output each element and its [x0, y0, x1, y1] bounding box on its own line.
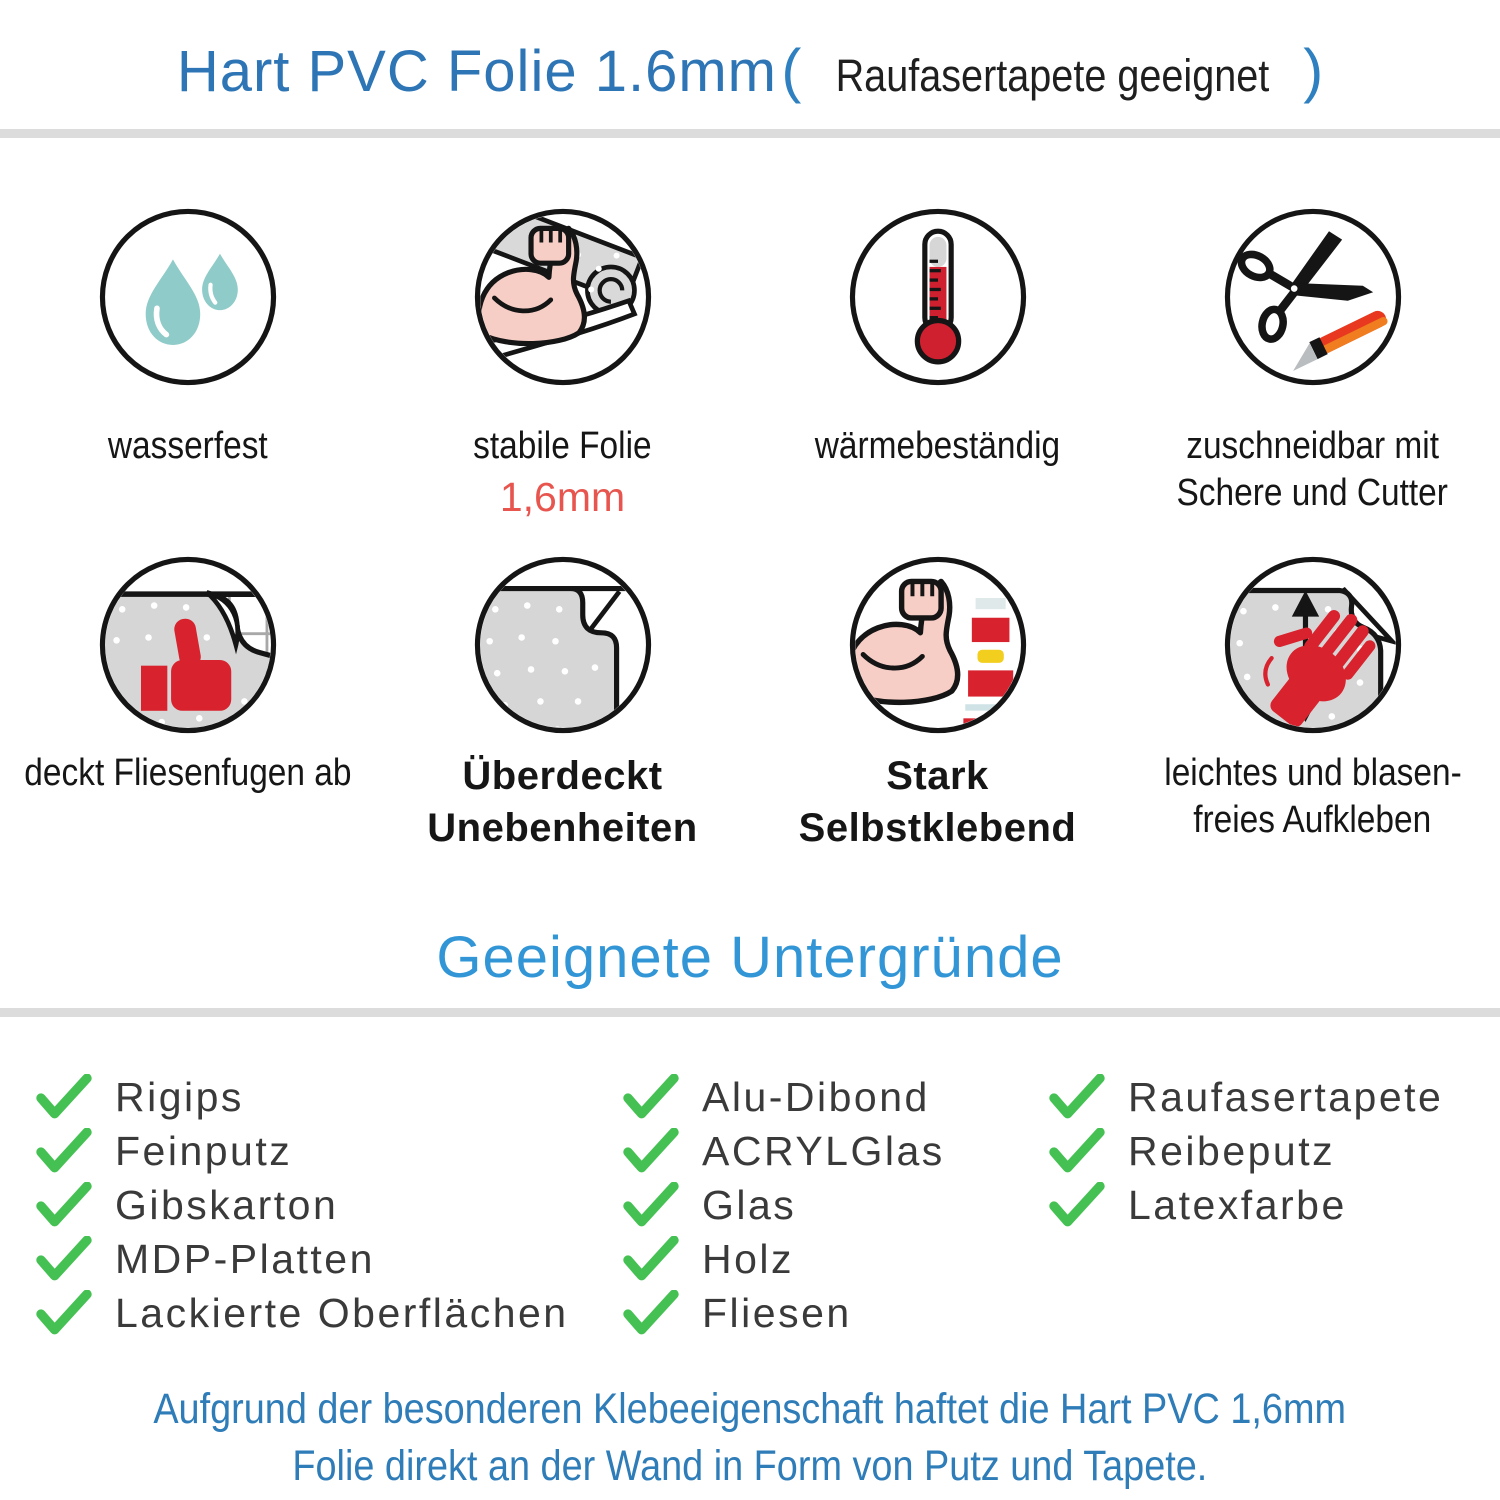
- feature-label: zuschneidbar mit: [1186, 425, 1439, 467]
- list-item: [35, 1232, 569, 1286]
- flex-arm-glue-tube-icon: [844, 551, 1032, 739]
- feature-label: wasserfest: [107, 425, 268, 467]
- check-icon: [622, 1074, 680, 1120]
- scissors-cutter-icon: [1219, 203, 1407, 391]
- water-drops-icon: [94, 203, 282, 391]
- list-item: [35, 1070, 569, 1124]
- list-item: [1048, 1124, 1443, 1178]
- surface-label: Raufasertapete: [1128, 1073, 1444, 1120]
- surface-column-3: [1048, 1070, 1443, 1232]
- feature-self-adhesive: [750, 551, 1125, 854]
- surface-label: Gibskarton: [115, 1181, 339, 1228]
- check-icon: [35, 1236, 93, 1282]
- check-icon: [1048, 1182, 1106, 1228]
- check-icon: [622, 1290, 680, 1336]
- surface-label: ACRYLGlas: [702, 1127, 945, 1174]
- list-item: [622, 1070, 945, 1124]
- list-item: [622, 1286, 945, 1340]
- list-item: [1048, 1070, 1443, 1124]
- surface-label: Feinputz: [115, 1127, 293, 1174]
- check-icon: [35, 1290, 93, 1336]
- thermometer-icon: [844, 203, 1032, 391]
- list-item: [622, 1232, 945, 1286]
- check-icon: [35, 1128, 93, 1174]
- check-icon: [622, 1128, 680, 1174]
- surface-label: Fliesen: [702, 1289, 852, 1336]
- footer-line-2: Folie direkt an der Wand in Form von Putz und Tapete.: [292, 1442, 1208, 1490]
- feature-label: deckt Fliesenfugen ab: [23, 752, 352, 794]
- title-note: Raufasertapete geeignet: [835, 50, 1270, 101]
- feature-waterproof: [0, 203, 375, 521]
- feature-label-line2: Schere und Cutter: [1176, 472, 1449, 514]
- flex-arm-foil-roll-icon: [469, 203, 657, 391]
- page-title: [0, 36, 1500, 105]
- list-item: [622, 1178, 945, 1232]
- feature-label-line2: freies Aufkleben: [1193, 799, 1432, 841]
- title-main: Hart PVC Folie 1.6mm: [176, 39, 777, 104]
- surface-label: Alu-Dibond: [702, 1073, 930, 1120]
- surface-label: Lackierte Oberflächen: [115, 1289, 569, 1336]
- check-icon: [1048, 1074, 1106, 1120]
- surface-column-1: [35, 1070, 569, 1340]
- surface-label: Holz: [702, 1235, 795, 1282]
- surface-label: Reibeputz: [1128, 1127, 1336, 1174]
- divider-surfaces: [0, 1008, 1500, 1017]
- feature-covers-tile-joints: [0, 551, 375, 854]
- surface-label: MDP-Platten: [115, 1235, 375, 1282]
- thickness-value: 1,6mm: [499, 474, 626, 520]
- surface-column-2: [622, 1070, 945, 1340]
- feature-label: stabile Folie: [473, 425, 652, 467]
- feature-label: Stark: [886, 754, 989, 798]
- list-item: [1048, 1178, 1443, 1232]
- feature-covers-unevenness: [375, 551, 750, 854]
- feature-row-1: [0, 203, 1500, 521]
- foil-fold-icon: [469, 551, 657, 739]
- feature-row-2: [0, 551, 1500, 854]
- feature-label-line2: Selbstklebend: [798, 806, 1077, 850]
- list-item: [35, 1178, 569, 1232]
- hand-press-foil-icon: [1219, 551, 1407, 739]
- feature-label: leichtes und blasen-: [1163, 752, 1462, 794]
- surfaces-heading: Geeignete Untergründe: [436, 925, 1064, 990]
- footer-line-1: Aufgrund der besonderen Klebeeigenschaft haftet die Hart PVC 1,6mm: [153, 1385, 1347, 1433]
- feature-label: wärmebeständig: [814, 425, 1061, 467]
- surface-label: Latexfarbe: [1128, 1181, 1347, 1228]
- surface-label: Rigips: [115, 1073, 244, 1120]
- thumbs-up-tile-icon: [94, 551, 282, 739]
- divider-top: [0, 129, 1500, 138]
- check-icon: [1048, 1128, 1106, 1174]
- surface-label: Glas: [702, 1181, 797, 1228]
- list-item: [35, 1124, 569, 1178]
- feature-cuttable: [1125, 203, 1500, 521]
- check-icon: [622, 1182, 680, 1228]
- feature-bubble-free: [1125, 551, 1500, 854]
- paren-open: (: [781, 37, 802, 104]
- feature-stable-foil: [375, 203, 750, 521]
- check-icon: [35, 1182, 93, 1228]
- feature-label-line2: Unebenheiten: [427, 806, 698, 850]
- check-icon: [622, 1236, 680, 1282]
- check-icon: [35, 1074, 93, 1120]
- paren-close: ): [1303, 37, 1324, 104]
- list-item: [35, 1286, 569, 1340]
- footer-note: [0, 1381, 1500, 1495]
- feature-heat-resistant: [750, 203, 1125, 521]
- feature-label: Überdeckt: [462, 754, 663, 798]
- list-item: [622, 1124, 945, 1178]
